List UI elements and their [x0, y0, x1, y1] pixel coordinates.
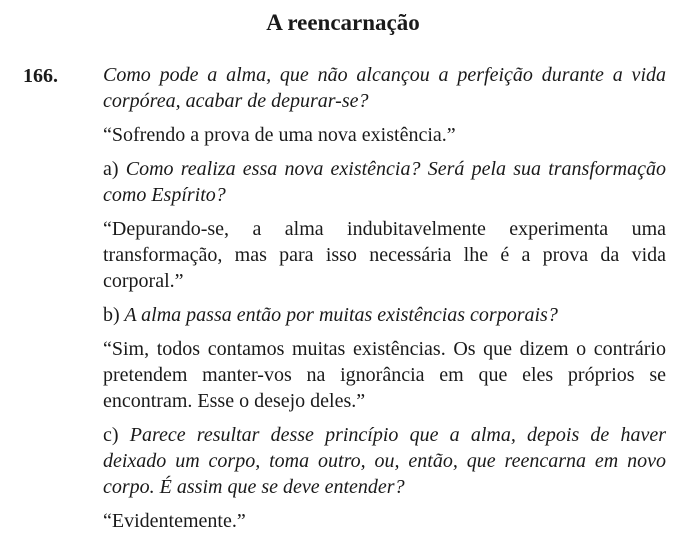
question-text: Como pode a alma, que não alcançou a perfeição durante a vida corpórea, acabar de depurar-se? [103, 64, 666, 112]
subquestion-c [103, 422, 666, 500]
subquestion-text: Como realiza essa nova existência? Será pela sua transformação como Espírito? [103, 158, 666, 206]
subanswer-b: “Sim, todos contamos muitas existências. Os que dizem o contrário pretendem manter-vos na ignorância em que eles próprios se encontram. Esse o desejo deles.” [103, 338, 666, 412]
subanswer-a: “Depurando-se, a alma indubitavelmente experimenta uma transformação, mas para isso necessária lhe é a prova da vida corporal.” [103, 218, 666, 292]
subquestion-text: A alma passa então por muitas existências corporais? [124, 304, 558, 326]
subquestion-label: a) [103, 158, 119, 180]
question-number: 166. [23, 65, 58, 87]
page-title: A reencarnação [266, 10, 420, 35]
question-body [103, 62, 666, 542]
subquestion-a [103, 156, 666, 208]
subquestion-b [103, 302, 666, 328]
subanswer-c: “Evidentemente.” [103, 510, 246, 532]
answer-text: “Sofrendo a prova de uma nova existência.” [103, 124, 456, 146]
subquestion-label: b) [103, 304, 120, 326]
subquestion-text: Parece resultar desse princípio que a alma, depois de haver deixado um corpo, toma outro, ou, então, que reencarna em novo corpo. É assim que se deve entender? [103, 424, 666, 498]
subquestion-label: c) [103, 424, 119, 446]
